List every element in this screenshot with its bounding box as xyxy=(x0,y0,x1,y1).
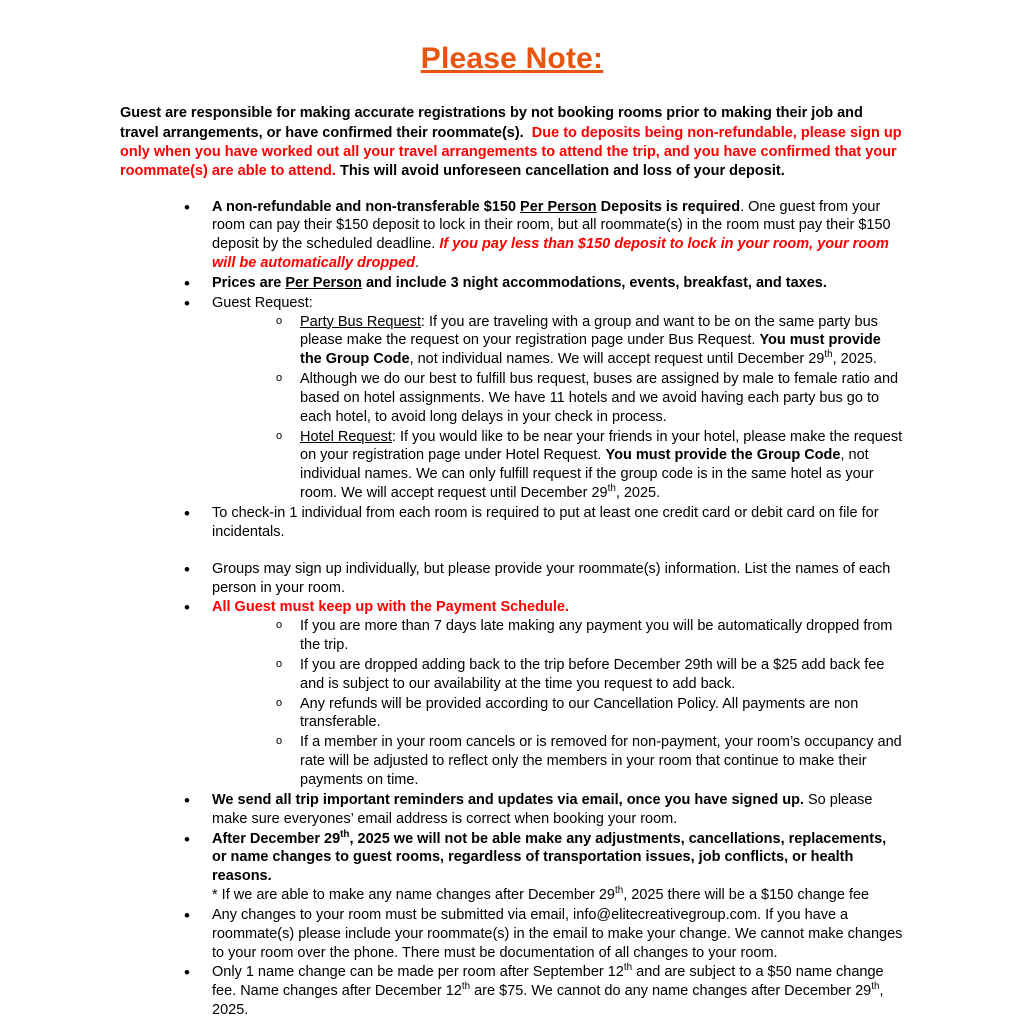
deposit-per-person: Per Person xyxy=(520,198,597,215)
bullet-guest-request xyxy=(180,294,904,503)
sub-payment-refunds: o Any refunds will be provided according to our Cancellation Policy. All payments are non transferable. xyxy=(274,695,904,733)
intro-paragraph xyxy=(120,104,904,181)
prices-tail: and include 3 night accommodations, events, breakfast, and taxes. xyxy=(365,274,827,291)
bullet-checkin: • To check-in 1 individual from each room is required to put at least one credit card or debit card on file for incidentals. xyxy=(180,504,904,542)
name-change-text3: are $75. We cannot do any name changes after December 29 xyxy=(474,983,872,1000)
sub-party-bus xyxy=(274,313,904,370)
bullet-after-december xyxy=(180,830,904,905)
sub-payment-addback: o If you are dropped adding back to the trip before December 29th will be a $25 add back fee and is subject to our availability at the time you request to add back. xyxy=(274,656,904,694)
hotel-request-label: Hotel Request xyxy=(300,428,392,445)
after-december-note-sup: th xyxy=(615,885,624,897)
party-bus-text3: , 2025. xyxy=(832,351,877,368)
deposit-body: . One guest from your room can pay their $150 deposit to lock in their room, but all roommate(s) in the room must pay their $150 deposit by the scheduled deadline. xyxy=(212,198,891,253)
name-change-sup3: th xyxy=(871,981,880,993)
bullet-name-change xyxy=(180,963,904,1020)
sub-payment-occupancy: o If a member in your room cancels or is removed for non-payment, your room’s occupancy and rate will be adjusted to reflect only the members in your room that continue to make their payments on time. xyxy=(274,733,904,790)
prices-per-person: Per Person xyxy=(285,274,362,291)
name-change-sup1: th xyxy=(623,962,633,974)
intro-part1: Guest are responsible for making accurate registrations by not booking rooms prior to making their job and travel arrangements, or have confirmed their roommate(s). xyxy=(120,105,863,141)
bullet-prices xyxy=(180,274,904,293)
paragraph-spacer xyxy=(180,543,904,560)
deposit-bold-lead: A non-refundable and non-transferable $150 xyxy=(212,198,517,215)
bullet-groups: • Groups may sign up individually, but please provide your roommate(s) information. List the names of each person in your room. xyxy=(180,560,904,598)
name-change-text4: , 2025. xyxy=(212,983,884,1019)
deposit-warning: If you pay less than $150 deposit to lock in your room, your room will be automatically dropped xyxy=(212,236,889,272)
sub-hotel-request xyxy=(274,428,904,503)
bullet-email-reminders xyxy=(180,791,904,829)
payment-schedule-label: All Guest must keep up with the Payment Schedule. xyxy=(212,599,569,616)
party-bus-label: Party Bus Request xyxy=(300,313,421,330)
name-change-text2: and are subject to a $50 name change fee. Name changes after December 12 xyxy=(212,964,884,1000)
after-december-note-tail: , 2025 there will be a $150 change fee xyxy=(623,887,870,904)
hotel-request-text1: : If you would like to be near your friends in your hotel, please make the request on your registration page under Hotel Request. xyxy=(300,428,903,464)
prices-lead: Prices are xyxy=(212,274,282,291)
sub-payment-late: o If you are more than 7 days late making any payment you will be automatically dropped from the trip. xyxy=(274,617,904,655)
bullet-deposit: • A non-refundable and non-transferable $150 Per Person Deposits is required. One guest from your room can pay their $150 deposit to lock in their room, but all roommate(s) in the room must pay their $150 deposit by the scheduled deadline. If you pay less than $150 deposit to lock in your room, your room will be automatically dropped. xyxy=(180,198,904,273)
hotel-request-sup: th xyxy=(607,483,616,495)
main-bullet-list xyxy=(120,198,904,1020)
after-december-note: * If we are able to make any name changes after December 29 xyxy=(212,887,615,904)
after-december-lead: After December 29 xyxy=(212,830,341,847)
bullet-payment-schedule xyxy=(180,598,904,789)
email-reminders-bold: We send all trip important reminders and updates via email, once you have signed up. xyxy=(212,791,804,808)
intro-part2-red: Due to deposits being non-refundable, please sign up only when you have worked out all your travel arrangements to attend the trip, and you have confirmed that your roommate(s) are able to attend. xyxy=(120,124,902,180)
deposit-bold-tail: Deposits is required xyxy=(600,198,741,215)
after-december-tail: , 2025 we will not be able make any adjustments, cancellations, replacements, or name changes to guest rooms, regardless of transportation issues, job conflicts, or health reasons. xyxy=(212,830,887,885)
intro-part3: This will avoid unforeseen cancellation and loss of your deposit. xyxy=(339,163,785,180)
hotel-request-text3: , 2025. xyxy=(615,485,661,502)
name-change-sup2: th xyxy=(461,981,471,993)
name-change-text1: Only 1 name change can be made per room after September 12 xyxy=(212,964,624,981)
hotel-request-text2: , not individual names. We can only fulfill request if the group code is in the same hotel as your room. We will accept request until December 29 xyxy=(300,447,874,502)
party-bus-text1: : If you are traveling with a group and want to be on the same party bus please make the request on your registration page under Bus Request. xyxy=(300,313,878,349)
party-bus-text2: , not individual names. We will accept request until December 29 xyxy=(409,351,825,368)
hotel-request-bold: You must provide the Group Code xyxy=(605,447,841,464)
sub-bus-assignment: o Although we do our best to fulfill bus request, buses are assigned by male to female ratio and based on hotel assignments. We have 11 hotels and we avoid having each party bus go to each hotel, to avoid long delays in your check in process. xyxy=(274,370,904,427)
after-december-sup: th xyxy=(340,828,350,840)
party-bus-bold: You must provide the Group Code xyxy=(300,332,881,368)
bullet-email-changes: • Any changes to your room must be submitted via email, info@elitecreativegroup.com. If you have a roommate(s) please include your roommate(s) in the email to make your change. We cannot make changes to your room over the phone. There must be documentation of all changes to your room. xyxy=(180,906,904,963)
party-bus-sup: th xyxy=(824,349,833,361)
page-title: Please Note: xyxy=(420,42,604,75)
email-reminders-text: So please make sure everyones’ email address is correct when booking your room. xyxy=(212,791,873,827)
guest-request-label: Guest Request: xyxy=(212,294,313,311)
payment-sublist xyxy=(212,617,904,790)
guest-request-sublist xyxy=(212,313,904,503)
